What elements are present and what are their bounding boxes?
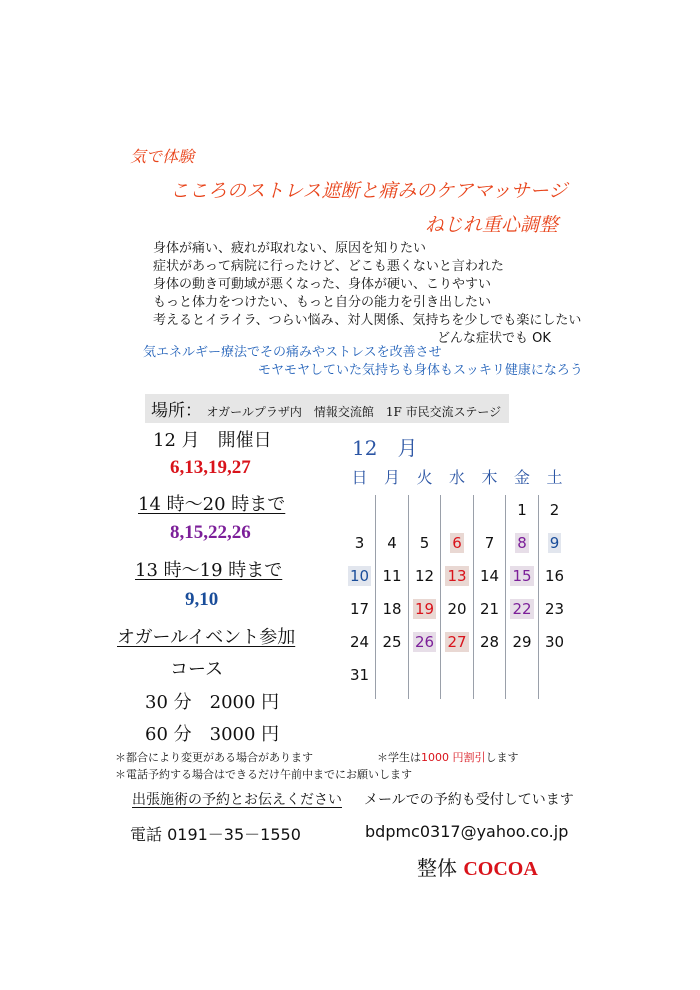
calendar-day — [376, 567, 409, 585]
calendar-day-number: 27 — [447, 633, 467, 651]
email-address[interactable]: bdpmc0317@yahoo.co.jp — [365, 822, 569, 841]
calendar-day — [506, 567, 539, 585]
calendar-day-number: 23 — [544, 600, 565, 618]
calendar-day — [376, 600, 409, 618]
calendar-day-number: 12 — [414, 567, 435, 585]
note-student-suffix: します — [485, 751, 519, 764]
calendar-day — [441, 534, 474, 552]
calendar-day-number: 13 — [447, 567, 467, 585]
schedule-title: 12 月 開催日 — [153, 430, 272, 451]
calendar-divider — [408, 495, 409, 699]
venue-text: オガールプラザ内 情報交流館 1F 市民交流ステージ — [206, 405, 502, 419]
ki-line-1: 気エネルギー療法でその痛みやストレスを改善させ — [143, 345, 442, 360]
note-student-prefix: ＊学生は — [377, 751, 421, 764]
symptom-line-2: 症状があって病院に行ったけど、どこも悪くないと言われた — [153, 259, 504, 274]
calendar-day-number: 14 — [479, 567, 500, 585]
calendar-day — [538, 501, 571, 519]
calendar-day — [408, 567, 441, 585]
calendar-day — [473, 633, 506, 651]
phone-number[interactable]: 電話 0191－35－1550 — [130, 825, 301, 844]
calendar-day — [343, 633, 376, 651]
calendar-weekday: 火 — [416, 468, 433, 487]
calendar-day — [408, 534, 441, 552]
header-line-1: 気で体験 — [130, 147, 195, 166]
calendar-day — [376, 633, 409, 651]
calendar-day-number: 10 — [349, 567, 370, 585]
calendar-day-number: 6 — [452, 534, 462, 552]
calendar-day — [343, 666, 376, 684]
calendar-day-number: 8 — [517, 534, 527, 552]
calendar-divider — [473, 495, 474, 699]
calendar-day-number: 21 — [479, 600, 500, 618]
calendar-day — [506, 600, 539, 618]
calendar-day — [506, 534, 539, 552]
event-label: オガールイベント参加 — [117, 627, 296, 648]
calendar-weekday: 木 — [481, 468, 498, 487]
calendar-day-number: 20 — [447, 600, 467, 618]
time-red: 14 時〜20 時まで — [138, 494, 286, 515]
calendar-weekday: 土 — [546, 468, 563, 487]
calendar-day-number: 30 — [544, 633, 565, 651]
calendar-day-number: 18 — [382, 600, 402, 618]
calendar-day-number: 9 — [549, 534, 560, 552]
symptom-line-4: もっと体力をつけたい、もっと自分の能力を引き出したい — [153, 295, 492, 310]
calendar-day-number: 2 — [549, 501, 560, 519]
calendar-day — [441, 633, 474, 651]
note-change: ＊都合により変更がある場合があります — [115, 751, 313, 764]
calendar-day-number: 16 — [544, 567, 565, 585]
calendar-weekday: 水 — [448, 468, 465, 487]
symptom-line-3: 身体の動き可動域が悪くなった、身体が硬い、こりやすい — [153, 277, 492, 292]
calendar-day-number: 19 — [414, 600, 435, 618]
symptom-line-1: 身体が痛い、疲れが取れない、原因を知りたい — [153, 241, 427, 256]
trip-note: 出張施術の予約とお伝えください — [132, 792, 342, 808]
calendar-day — [473, 600, 506, 618]
header-title: こころのストレス遮断と痛みのケアマッサージ — [170, 180, 568, 202]
symptom-line-5: 考えるとイライラ、つらい悩み、対人関係、気持ちを少しでも楽にしたい — [153, 313, 582, 328]
calendar-day — [473, 567, 506, 585]
calendar-day-number: 7 — [484, 534, 495, 552]
calendar-day — [538, 534, 571, 552]
calendar-divider — [440, 495, 441, 699]
course-label: コース — [170, 659, 224, 680]
calendar-day-number: 25 — [382, 633, 402, 651]
venue-label: 場所： — [151, 401, 202, 421]
price-30: 30 分 2000 円 — [145, 692, 280, 713]
calendar-day — [343, 567, 376, 585]
note-student-discount: 1000 円割引 — [421, 751, 486, 764]
dates-blue: 9,10 — [185, 589, 219, 610]
calendar-day-number: 15 — [512, 567, 532, 585]
calendar-day — [441, 600, 474, 618]
calendar-day — [538, 600, 571, 618]
mail-note: メールでの予約も受付しています — [364, 792, 574, 808]
dates-purple: 8,15,22,26 — [170, 522, 251, 543]
calendar-day-number: 22 — [512, 600, 532, 618]
calendar-day — [538, 567, 571, 585]
shop-prefix: 整体 — [417, 856, 457, 880]
shop-name — [417, 852, 538, 881]
calendar-divider — [538, 495, 539, 699]
calendar-day-number: 31 — [349, 666, 370, 684]
calendar-day — [473, 534, 506, 552]
calendar-day-number: 1 — [517, 501, 527, 519]
calendar-day-number: 5 — [419, 534, 430, 552]
calendar-month: 12 月 — [352, 436, 418, 460]
calendar-day — [506, 633, 539, 651]
symptom-ok: どんな症状でも OK — [437, 331, 551, 346]
calendar-day-number: 17 — [349, 600, 370, 618]
calendar-day — [506, 501, 539, 519]
calendar-day-number: 3 — [354, 534, 365, 552]
shop-brand: COCOA — [463, 858, 538, 880]
calendar-weekday: 金 — [513, 468, 530, 487]
calendar-weekday: 月 — [383, 468, 400, 487]
calendar-day — [441, 567, 474, 585]
calendar-day — [343, 600, 376, 618]
ki-line-2: モヤモヤしていた気持ちも身体もスッキリ健康になろう — [258, 363, 583, 378]
calendar-day — [376, 534, 409, 552]
header-subtitle: ねじれ重心調整 — [425, 214, 559, 236]
venue-bar — [145, 394, 509, 423]
calendar-day-number: 4 — [387, 534, 397, 552]
note-phone: ＊電話予約する場合はできるだけ午前中までにお願いします — [115, 768, 412, 781]
calendar-day — [343, 534, 376, 552]
note-student — [377, 749, 519, 765]
calendar-divider — [505, 495, 506, 699]
calendar-day-number: 26 — [414, 633, 435, 651]
calendar-day-number: 28 — [479, 633, 500, 651]
calendar-day-number: 11 — [382, 567, 402, 585]
calendar-day — [538, 633, 571, 651]
dates-red: 6,13,19,27 — [170, 457, 251, 478]
calendar-day-number: 24 — [349, 633, 370, 651]
calendar-day — [408, 633, 441, 651]
calendar-day — [408, 600, 441, 618]
calendar-weekday: 日 — [351, 468, 368, 487]
price-60: 60 分 3000 円 — [145, 724, 280, 745]
calendar-day-number: 29 — [512, 633, 532, 651]
time-purple: 13 時〜19 時まで — [135, 560, 283, 581]
